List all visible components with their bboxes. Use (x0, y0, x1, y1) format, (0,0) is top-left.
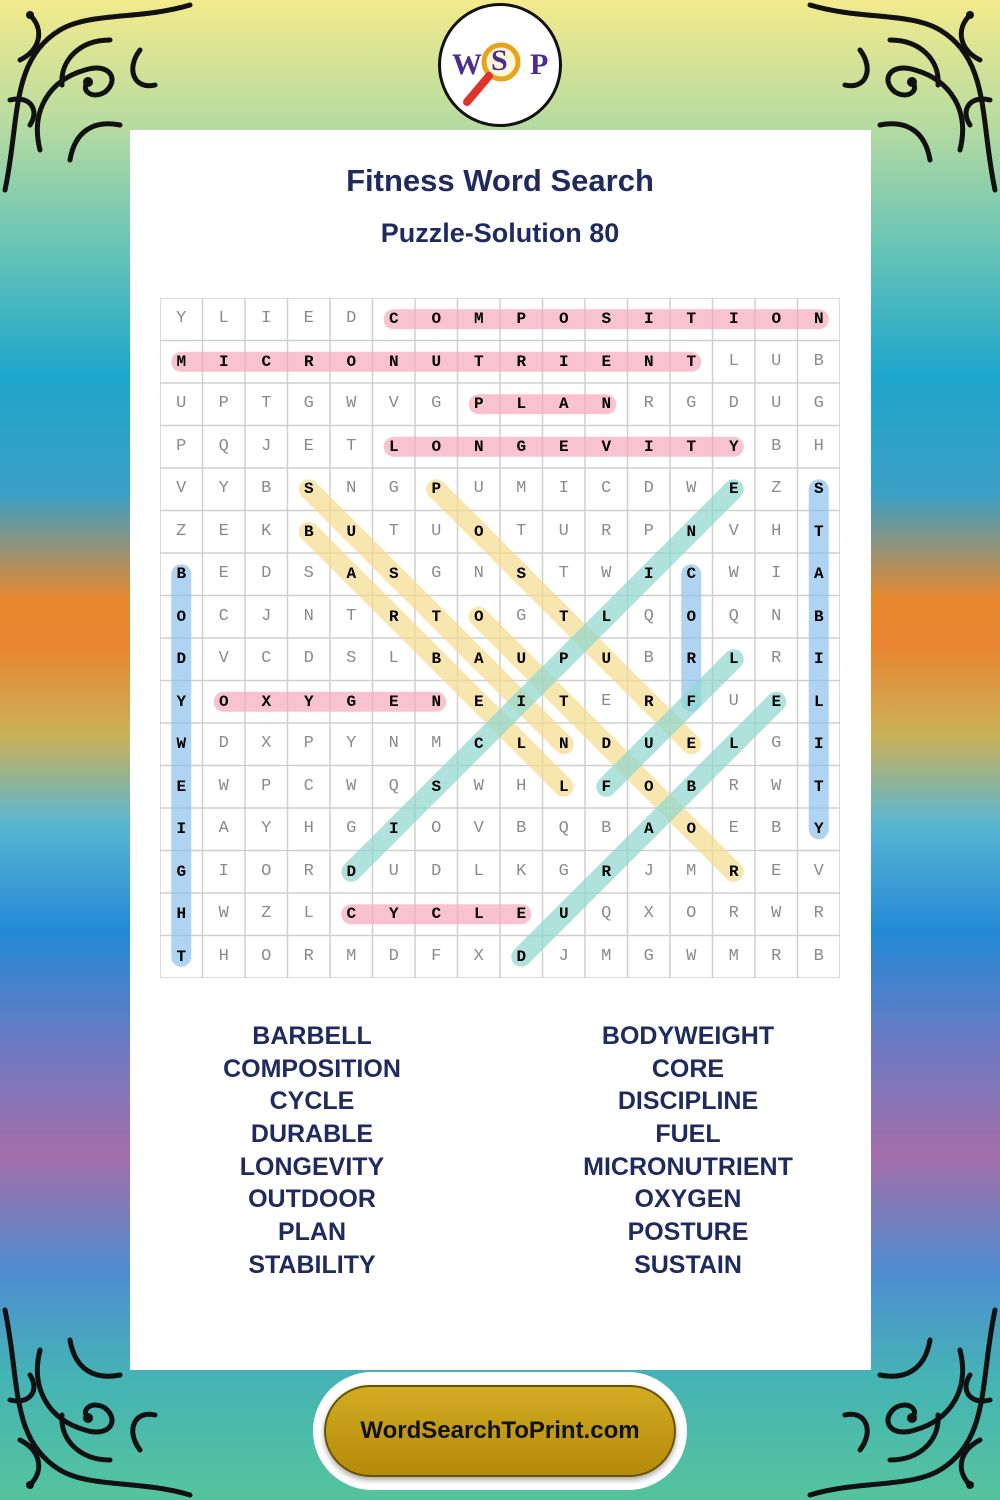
grid-cell: Y (813, 820, 824, 838)
grid-cell: B (813, 351, 824, 371)
grid-cell: S (303, 480, 314, 498)
grid-cell: G (346, 819, 357, 838)
grid-cell: Q (218, 436, 229, 456)
grid-cell: V (473, 819, 484, 838)
grid-cell: P (431, 480, 442, 498)
grid-cell: A (558, 395, 569, 413)
grid-cell: Z (176, 521, 187, 541)
grid-cell: F (686, 692, 697, 711)
grid-cell: L (728, 735, 739, 753)
grid-cell: W (686, 946, 697, 966)
grid-cell: Y (388, 905, 399, 923)
word-list-item: LONGEVITY (239, 1152, 385, 1181)
grid-cell: T (388, 521, 399, 541)
grid-cell: B (261, 479, 272, 498)
grid-cell: V (218, 649, 229, 668)
grid-cell: N (388, 352, 399, 371)
grid-cell: E (601, 352, 612, 371)
grid-cell: Q (558, 819, 569, 838)
grid-cell: R (728, 776, 739, 796)
grid-cell: X (261, 734, 272, 753)
page-title: Fitness Word Search (346, 163, 654, 198)
grid-cell: W (218, 776, 229, 796)
grid-cell: G (346, 692, 357, 711)
grid-cell: B (303, 522, 314, 541)
word-list-item: DURABLE (250, 1120, 374, 1149)
grid-cell: B (643, 649, 654, 668)
grid-cell: H (176, 905, 187, 923)
grid-cell: K (516, 861, 527, 881)
grid-cell: I (558, 479, 569, 498)
grid-cell: D (516, 947, 527, 966)
grid-cell: U (431, 521, 442, 541)
grid-cell: Y (176, 692, 187, 711)
grid-cell: B (771, 436, 782, 456)
grid-cell: U (728, 691, 739, 711)
footer-badge[interactable] (324, 1385, 676, 1477)
grid-cell: A (218, 819, 229, 838)
grid-cell: G (431, 564, 442, 583)
grid-cell: S (346, 649, 357, 668)
grid-cell: D (388, 946, 399, 966)
grid-cell: O (431, 437, 442, 456)
grid-cell: M (431, 734, 442, 753)
grid-cell: C (303, 776, 314, 796)
grid-cell: S (431, 777, 442, 796)
grid-cell: L (218, 309, 229, 328)
grid-cell: O (473, 607, 484, 626)
grid-cell: R (643, 692, 654, 711)
grid-cell: M (473, 310, 484, 328)
grid-cell: G (771, 734, 782, 753)
grid-cell: O (686, 904, 697, 923)
grid-cell: J (261, 606, 272, 626)
word-list-item: POSTURE (627, 1218, 749, 1247)
grid-cell: U (771, 394, 782, 413)
grid-cell: U (388, 861, 399, 881)
puzzle-subtitle: Puzzle-Solution 80 (380, 218, 620, 248)
wsp-logo[interactable] (438, 3, 562, 127)
grid-cell: L (516, 395, 527, 413)
grid-cell: H (218, 946, 229, 966)
grid-cell: V (601, 437, 612, 456)
grid-cell: Q (728, 606, 739, 626)
grid-cell: X (643, 904, 654, 923)
grid-cell: Q (601, 904, 612, 923)
grid-cell: R (728, 862, 739, 881)
grid-cell: I (813, 650, 824, 668)
grid-cell: W (346, 776, 357, 796)
grid-cell: E (176, 777, 187, 796)
grid-cell: L (558, 777, 569, 796)
grid-cell: O (643, 777, 654, 796)
grid-cell: E (218, 521, 229, 541)
grid-cell: O (261, 946, 272, 966)
grid-cell: M (346, 946, 357, 966)
grid-cell: I (771, 564, 782, 583)
grid-cell: N (303, 606, 314, 626)
grid-cell: T (813, 522, 824, 541)
grid-cell: E (728, 480, 739, 498)
word-list-item: OXYGEN (634, 1185, 742, 1214)
word-list-right (538, 1020, 838, 1282)
grid-cell: O (346, 352, 357, 371)
grid-cell: S (601, 310, 612, 328)
grid-cell: R (516, 352, 527, 371)
grid-cell: B (176, 565, 187, 583)
grid-cell: P (558, 650, 569, 668)
grid-cell: D (643, 479, 654, 498)
grid-cell: M (686, 861, 697, 881)
grid-cell: B (601, 819, 612, 838)
grid-cell: Z (771, 479, 782, 498)
grid-cell: B (813, 607, 824, 626)
grid-cell: R (728, 904, 739, 923)
letter-grid (160, 298, 840, 978)
grid-cell: G (813, 394, 824, 413)
logo-letter-w: W (452, 48, 482, 81)
grid-cell: L (516, 735, 527, 753)
grid-cell: S (813, 480, 824, 498)
grid-cell: B (813, 946, 824, 966)
grid-cell: N (813, 310, 824, 328)
grid-cell: J (261, 436, 272, 456)
grid-cell: G (686, 394, 697, 413)
grid-cell: Y (261, 819, 272, 838)
grid-cell: E (686, 735, 697, 753)
word-list-item: BODYWEIGHT (601, 1022, 775, 1050)
grid-cell: W (473, 776, 484, 796)
grid-cell: O (431, 819, 442, 838)
word-list-item: CORE (651, 1054, 725, 1083)
grid-cell: C (601, 479, 612, 498)
grid-cell: I (261, 309, 272, 328)
word-list-item: CYCLE (269, 1087, 355, 1116)
grid-cell: I (643, 565, 654, 583)
grid-cell: N (601, 395, 612, 413)
grid-cell: U (558, 905, 569, 923)
grid-cell: T (686, 310, 697, 328)
grid-cell: A (643, 820, 654, 838)
grid-cell: V (388, 394, 399, 413)
grid-cell: E (473, 692, 484, 711)
grid-cell: R (771, 946, 782, 966)
grid-cell: N (431, 692, 442, 711)
grid-cell: V (728, 521, 739, 541)
grid-cell: J (643, 861, 654, 881)
grid-cell: X (261, 692, 272, 711)
grid-cell: P (473, 395, 484, 413)
grid-cell: I (728, 310, 739, 328)
grid-cell: U (601, 650, 612, 668)
grid-cell: N (771, 606, 782, 626)
grid-cell: E (388, 692, 399, 711)
grid-cell: I (643, 437, 654, 456)
logo-letter-p: P (530, 48, 549, 81)
grid-cell: L (473, 905, 484, 923)
grid-cell: R (388, 607, 399, 626)
grid-cell: O (771, 310, 782, 328)
grid-cell: U (558, 521, 569, 541)
grid-cell: X (473, 946, 484, 966)
grid-cell: E (728, 819, 739, 838)
grid-cell: I (176, 820, 187, 838)
grid-cell: I (813, 735, 824, 753)
grid-cell: D (601, 735, 612, 753)
grid-cell: O (558, 310, 569, 328)
grid-cell: O (261, 861, 272, 881)
grid-cell: E (218, 564, 229, 583)
grid-cell: P (261, 776, 272, 796)
grid-cell: Y (346, 734, 357, 753)
grid-cell: H (303, 819, 314, 838)
grid-cell: R (601, 862, 612, 881)
grid-cell: N (388, 734, 399, 753)
grid-cell: H (516, 776, 527, 796)
grid-cell: S (516, 565, 527, 583)
grid-cell: N (473, 437, 484, 456)
grid-cell: I (643, 310, 654, 328)
grid-cell: T (346, 436, 357, 456)
grid-cell: U (643, 735, 654, 753)
grid-cell: L (813, 692, 824, 711)
grid-cell: S (303, 564, 314, 583)
grid-cell: E (303, 436, 314, 456)
grid-cell: R (303, 946, 314, 966)
grid-cell: V (176, 479, 187, 498)
grid-cell: D (431, 861, 442, 881)
grid-cell: B (516, 819, 527, 838)
grid-cell: M (176, 352, 187, 371)
grid-cell: W (771, 776, 782, 796)
grid-cell: C (261, 649, 272, 668)
grid-cell: T (261, 394, 272, 413)
grid-cell: I (218, 352, 229, 371)
grid-cell: U (346, 522, 357, 541)
grid-cell: R (771, 649, 782, 668)
grid-cell: M (601, 946, 612, 966)
grid-cell: B (431, 650, 442, 668)
grid-cell: L (388, 649, 399, 668)
grid-cell: T (558, 564, 569, 583)
grid-cell: P (516, 310, 527, 328)
grid-cell: I (388, 820, 399, 838)
word-list-item: FUEL (655, 1120, 721, 1149)
grid-cell: L (303, 904, 314, 923)
grid-cell: G (558, 861, 569, 881)
grid-cell: T (686, 437, 697, 456)
grid-cell: L (473, 861, 484, 881)
grid-cell: T (516, 521, 527, 541)
word-list-item: SUSTAIN (634, 1250, 742, 1279)
grid-cell: B (771, 819, 782, 838)
grid-cell: E (303, 309, 314, 328)
grid-cell: T (346, 606, 357, 626)
grid-cell: U (431, 352, 442, 371)
grid-cell: C (261, 352, 272, 371)
grid-cell: A (346, 565, 357, 583)
grid-cell: C (218, 606, 229, 626)
grid-cell: S (388, 565, 399, 583)
grid-cell: A (473, 650, 484, 668)
grid-cell: N (686, 522, 697, 541)
grid-cell: Y (728, 437, 739, 456)
grid-cell: I (558, 352, 569, 371)
grid-cell: T (813, 777, 824, 796)
grid-cell: I (218, 861, 229, 881)
grid-cell: N (346, 479, 357, 498)
grid-cell: F (601, 777, 612, 796)
grid-cell: D (728, 394, 739, 413)
grid-cell: E (601, 691, 612, 711)
grid-cell: W (176, 735, 187, 753)
grid-cell: Z (261, 904, 272, 923)
grid-cell: U (473, 479, 484, 498)
word-list-item: PLAN (277, 1218, 347, 1247)
grid-cell: R (686, 650, 697, 668)
grid-cell: L (601, 607, 612, 626)
grid-cell: Y (176, 309, 187, 328)
grid-cell: A (813, 565, 824, 583)
grid-cell: C (431, 905, 442, 923)
grid-cell: D (218, 734, 229, 753)
word-list-item: BARBELL (252, 1022, 372, 1050)
grid-cell: J (558, 946, 569, 966)
grid-cell: D (346, 309, 357, 328)
grid-cell: O (176, 607, 187, 626)
grid-cell: O (686, 607, 697, 626)
grid-cell: O (218, 692, 229, 711)
grid-cell: C (686, 565, 697, 583)
grid-cell: G (303, 394, 314, 413)
grid-cell: Y (218, 479, 229, 498)
grid-cell: P (643, 521, 654, 541)
grid-cell: C (473, 735, 484, 753)
grid-cell: T (558, 692, 569, 711)
grid-cell: N (643, 352, 654, 371)
grid-cell: R (303, 352, 314, 371)
grid-cell: P (218, 394, 229, 413)
grid-cell: R (643, 394, 654, 413)
grid-cell: Q (388, 776, 399, 796)
grid-cell: F (431, 946, 442, 966)
grid-cell: H (771, 521, 782, 541)
grid-cell: E (771, 692, 782, 711)
grid-cell: G (516, 606, 527, 626)
grid-cell: D (176, 650, 187, 668)
grid-cell: T (686, 352, 697, 371)
grid-cell: N (473, 564, 484, 583)
grid-cell: R (813, 904, 824, 923)
word-list-left (162, 1020, 462, 1282)
grid-cell: T (431, 607, 442, 626)
grid-cell: P (176, 436, 187, 456)
grid-cell: L (728, 650, 739, 668)
word-list-item: OUTDOOR (248, 1185, 376, 1214)
grid-cell: G (176, 862, 187, 881)
grid-cell: Q (643, 606, 654, 626)
grid-cell: R (601, 521, 612, 541)
word-list-item: STABILITY (248, 1250, 376, 1279)
grid-cell: T (176, 947, 187, 966)
grid-cell: W (686, 479, 697, 498)
word-list-item: MICRONUTRIENT (583, 1152, 793, 1181)
grid-cell: E (516, 905, 527, 923)
grid-cell: H (813, 436, 824, 456)
grid-cell: M (516, 479, 527, 498)
grid-cell: M (728, 946, 739, 966)
grid-cell: K (261, 521, 272, 541)
grid-cell: T (558, 607, 569, 626)
grid-cell: W (601, 564, 612, 583)
logo-letter-s: S (491, 44, 508, 77)
grid-cell: W (218, 904, 229, 923)
grid-cell: T (473, 352, 484, 371)
grid-cell: O (431, 310, 442, 328)
grid-cell: W (346, 394, 357, 413)
grid-cell: P (303, 734, 314, 753)
word-list-item: COMPOSITION (223, 1054, 401, 1083)
grid-cell: G (388, 479, 399, 498)
grid-cell: Y (303, 692, 314, 711)
grid-cell: O (473, 522, 484, 541)
grid-cell: B (686, 777, 697, 796)
grid-cell: E (771, 861, 782, 881)
grid-cell: G (643, 946, 654, 966)
grid-cell: U (516, 650, 527, 668)
grid-cell: G (516, 437, 527, 456)
grid-cell: W (728, 564, 739, 583)
grid-cell: I (516, 692, 527, 711)
grid-cell: U (176, 394, 187, 413)
grid-cell: U (771, 351, 782, 371)
grid-cell: G (431, 394, 442, 413)
grid-cell: L (388, 437, 399, 456)
grid-cell: C (388, 310, 399, 328)
grid-cell: E (558, 437, 569, 456)
grid-cell: N (558, 735, 569, 753)
grid-cell: V (813, 861, 824, 881)
grid-cell: D (261, 564, 272, 583)
site-link[interactable]: WordSearchToPrint.com (360, 1417, 640, 1444)
word-list-item: DISCIPLINE (617, 1087, 759, 1116)
grid-cell: L (728, 351, 739, 371)
grid-cell: O (686, 820, 697, 838)
grid-cell: D (303, 649, 314, 668)
grid-cell: R (303, 861, 314, 881)
grid-cell: C (346, 905, 357, 923)
grid-cell: W (771, 904, 782, 923)
grid-cell: D (346, 862, 357, 881)
